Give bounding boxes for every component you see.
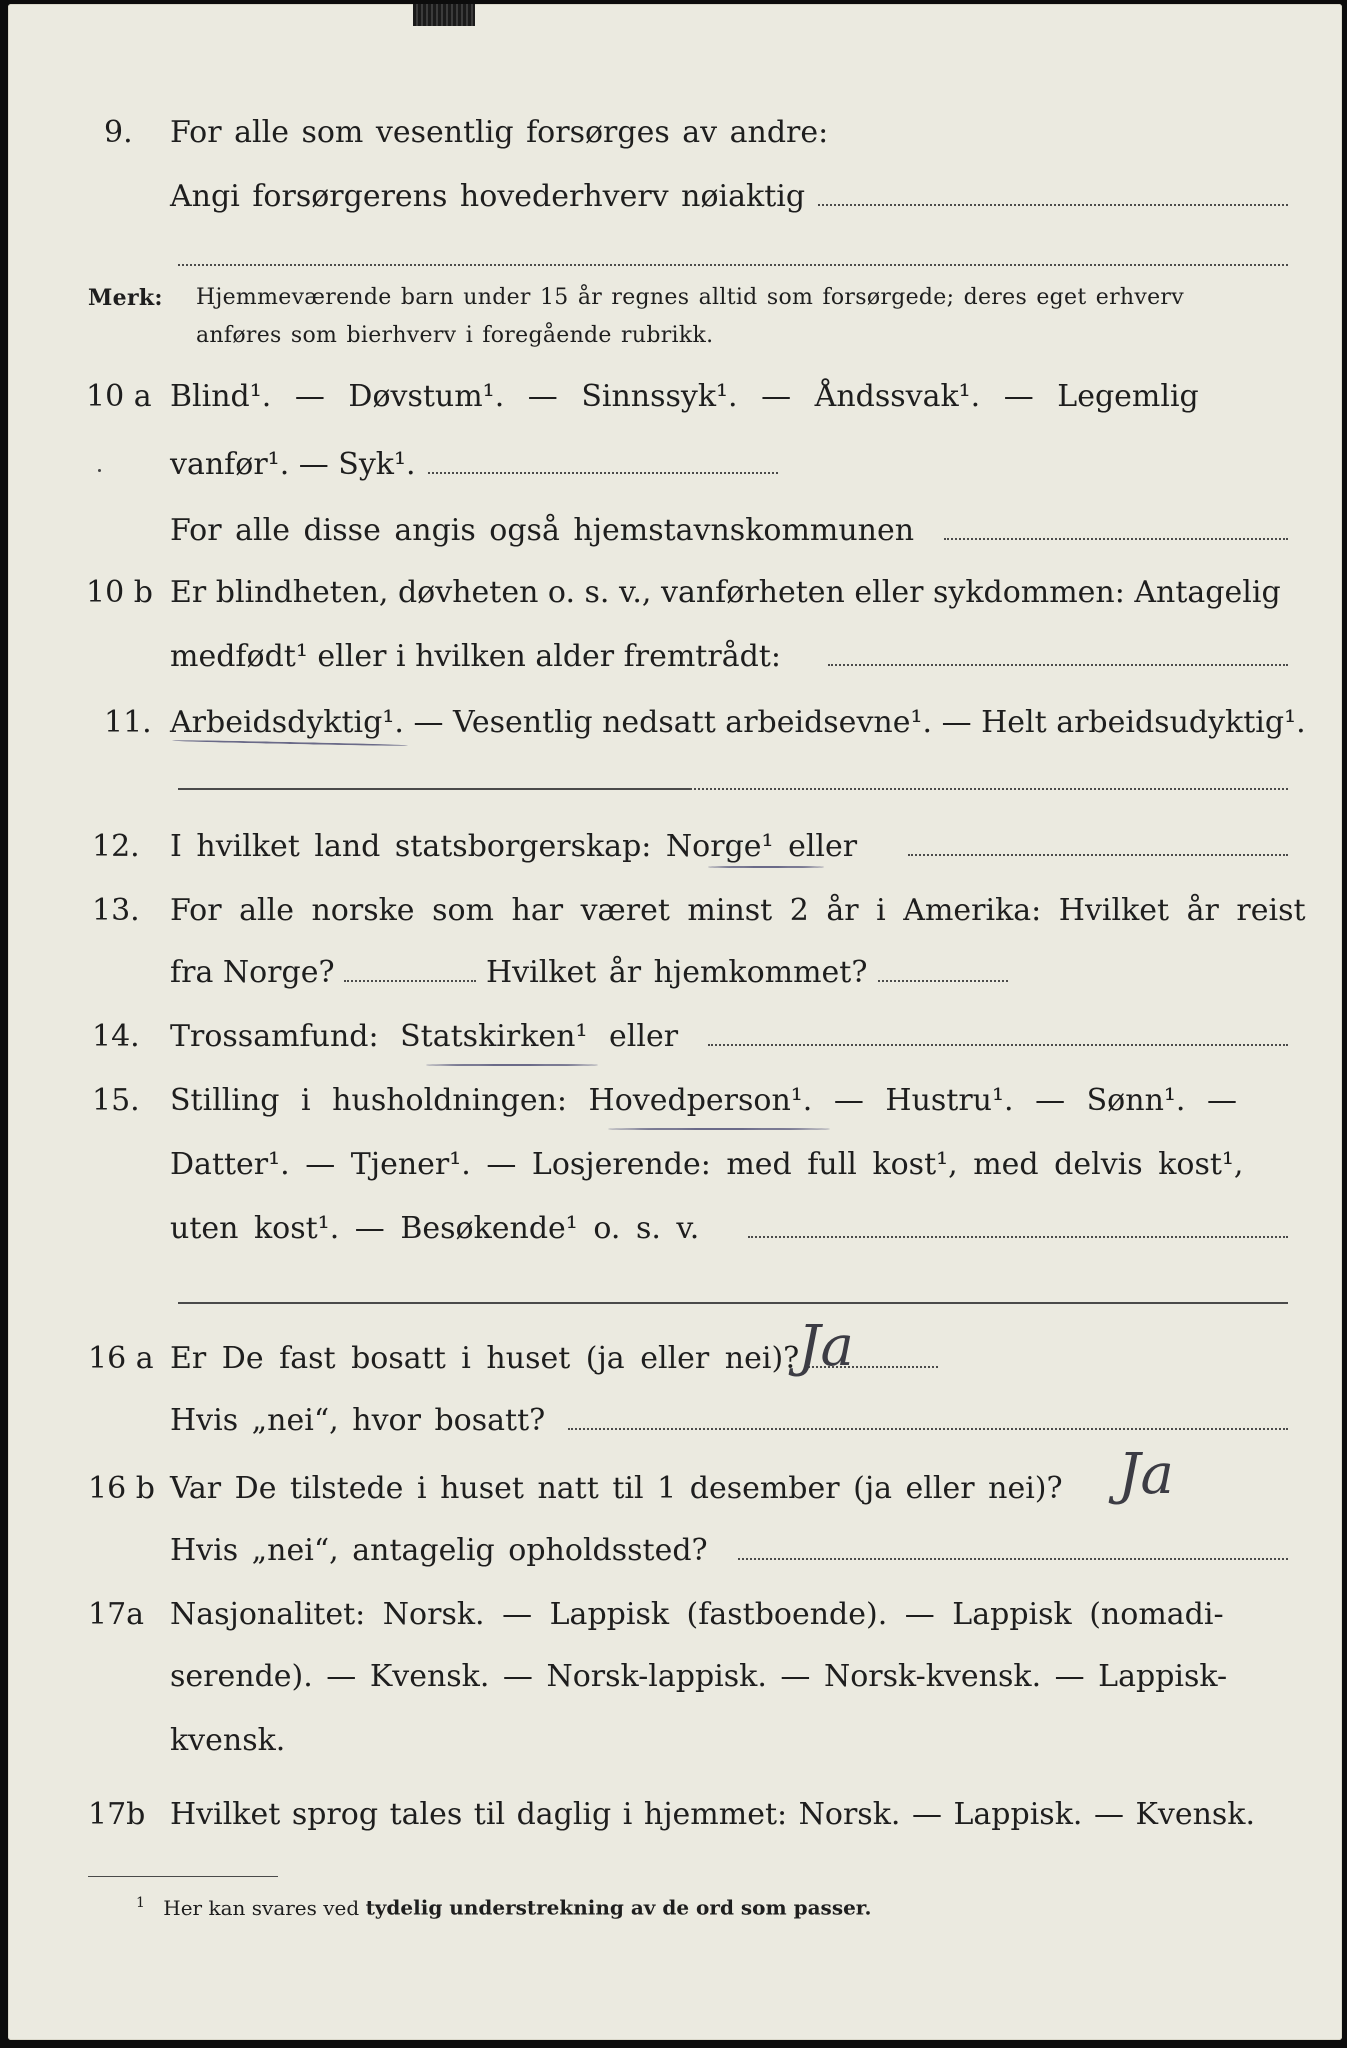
question-14 [8,1012,1342,1062]
answer-field-line[interactable] [568,1428,1288,1430]
handwritten-underline-norge [708,866,824,868]
question-number: 9. [104,115,133,150]
question-10a-line2 [8,440,1342,490]
question-15 [8,1076,1342,1126]
question-text: serende). — Kvensk. — Norsk-lappisk. — Norsk-kvensk. — Lappisk- [170,1659,1228,1694]
question-9-line2 [8,172,1342,222]
handwritten-underline-statskirken [426,1064,598,1066]
question-text: Nasjonalitet: Norsk. — Lappisk (fastboende). — Lappisk (nomadi- [170,1597,1224,1632]
question-text: Stilling i husholdningen: Hovedperson¹. — Hustru¹. — Sønn¹. — [170,1083,1237,1118]
question-number: 16 a [88,1341,154,1376]
question-12 [8,822,1342,872]
question-text: For alle norske som har været minst 2 år i Amerika: Hvilket år reist [170,893,1306,928]
question-text: medfødt¹ eller i hvilken alder fremtrådt: [170,639,781,674]
answer-field-line[interactable] [748,1236,1288,1238]
section-divider-dotted [690,788,1288,790]
answer-field-line[interactable] [708,1044,1288,1046]
question-10b [8,568,1342,618]
answer-field-line[interactable] [828,664,1288,666]
question-number: 13. [92,893,140,928]
question-10a-line3 [8,506,1342,556]
question-15-line3 [8,1204,1342,1254]
question-text: Trossamfund: Statskirken¹ eller [170,1019,679,1054]
question-text: uten kost¹. — Besøkende¹ o. s. v. [170,1211,700,1246]
answer-field-line[interactable] [344,980,476,982]
question-9 [8,108,1342,158]
note-text: anføres som bierhverv i foregående rubrikk. [196,323,714,348]
footnote-mark: 1 [136,1895,145,1911]
question-13 [8,886,1342,936]
question-text: Datter¹. — Tjener¹. — Losjerende: med full kost¹, med delvis kost¹, [170,1147,1244,1182]
question-16b-line2 [8,1526,1342,1576]
question-text: I hvilket land statsborgerskap: Norge¹ eller [170,829,858,864]
answer-field-line[interactable] [818,204,1288,206]
answer-field-line[interactable] [178,264,1288,266]
question-number: 17b [88,1797,146,1832]
section-divider [178,788,690,790]
question-text: For alle disse angis også hjemstavnskommunen [170,513,915,548]
footnote [136,1888,871,1923]
question-number: 10 b [86,575,153,610]
question-16a-line2 [8,1396,1342,1446]
question-text: Angi forsørgerens hovederhverv nøiaktig [170,179,806,214]
handwritten-answer-ja: Ja [1118,1442,1174,1507]
question-number: 10 a [86,379,152,414]
ink-speck [98,469,101,472]
question-number: 12. [92,829,140,864]
question-text: kvensk. [170,1723,286,1758]
question-text: Er blindheten, døvheten o. s. v., vanførheten eller sykdommen: Antagelig [170,575,1281,610]
question-17a [8,1590,1342,1640]
section-divider [178,1302,1288,1304]
question-text: Arbeidsdyktig¹. — Vesentlig nedsatt arbeidsevne¹. — Helt arbeidsudyktig¹. [170,705,1306,740]
question-text: Var De tilstede i huset natt til 1 desember (ja eller nei)? [170,1471,1063,1506]
question-number: 14. [92,1019,140,1054]
answer-field-line[interactable] [944,538,1288,540]
question-number: 11. [104,705,152,740]
question-number: 16 b [88,1471,155,1506]
footnote-bold-text: tydelig understrekning av de ord som passer. [365,1895,872,1920]
question-17a-line2 [8,1652,1342,1702]
answer-field-line[interactable] [428,472,778,474]
question-text: Hvis „nei“, hvor bosatt? [170,1403,546,1438]
question-text: Blind¹. — Døvstum¹. — Sinnssyk¹. — Åndssvak¹. — Legemlig [170,379,1199,414]
question-text: fra Norge? [170,955,335,990]
question-10b-line2 [8,632,1342,682]
question-text: For alle som vesentlig forsørges av andre: [170,115,829,150]
handwritten-underline-hovedperson [608,1128,830,1130]
answer-field-line[interactable] [878,980,1008,982]
census-form-page [8,4,1342,2040]
question-number: 15. [92,1083,140,1118]
question-number: 17a [88,1597,145,1632]
question-10a [8,372,1342,422]
question-17b [8,1790,1342,1840]
question-17a-line3 [8,1716,1342,1766]
question-text: Er De fast bosatt i huset (ja eller nei)? [170,1341,800,1376]
answer-field-line[interactable] [908,854,1288,856]
note-label: Merk: [88,285,163,311]
footnote-divider [88,1876,278,1877]
question-15-line2 [8,1140,1342,1190]
question-text: Hvis „nei“, antagelig opholdssted? [170,1533,708,1568]
answer-field-line[interactable] [738,1558,1288,1560]
question-text: Hvilket sprog tales til daglig i hjemmet: Norsk. — Lappisk. — Kvensk. [170,1797,1256,1832]
question-text: Hvilket år hjemkommet? [486,955,868,990]
note-text: Hjemmeværende barn under 15 år regnes alltid som forsørgede; deres eget erhverv [196,285,1184,310]
handwritten-answer-ja: Ja [798,1314,854,1379]
binding-mark [413,4,475,26]
question-13-line2 [8,948,1342,998]
footnote-text: Her kan svares ved [163,1895,360,1920]
question-16a [8,1334,1342,1384]
question-text: vanfør¹. — Syk¹. [170,447,416,482]
